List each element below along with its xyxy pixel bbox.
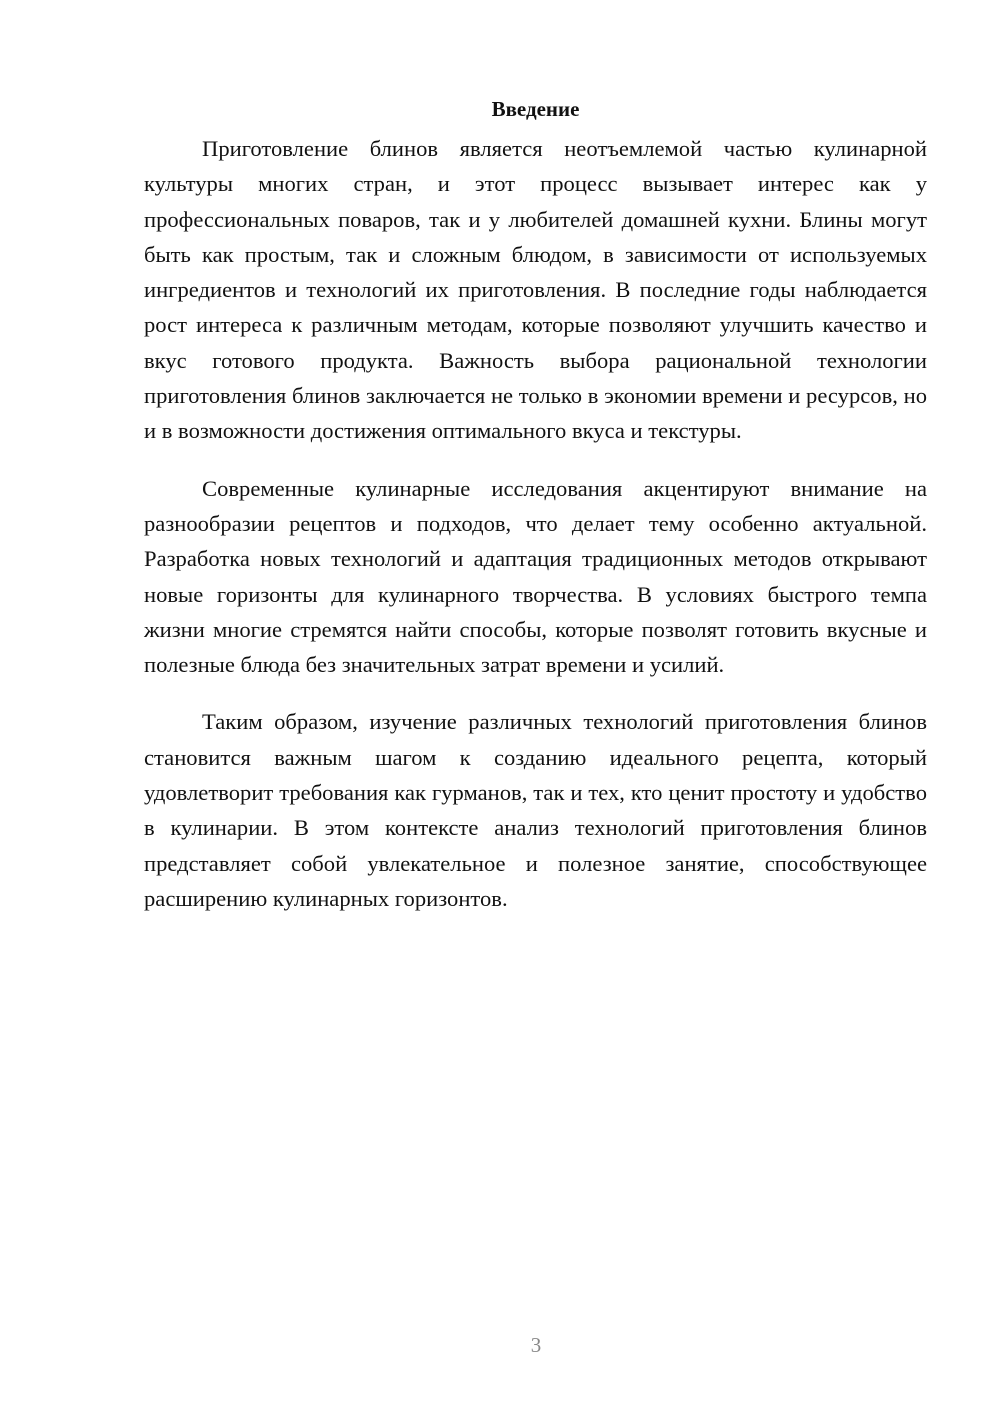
paragraph-3: Таким образом, изучение различных технологий приготовления блинов становится важным шагом к созданию идеального рецепта, который удовлетворит требования как гурманов, так и тех, кто ценит простоту и удобство в кулинарии. В этом контексте анализ технологий приготовления блинов представляет собой увлекательное и полезное занятие, способствующее расширению кулинарных горизонтов.: [144, 709, 927, 911]
paragraph-1: Приготовление блинов является неотъемлемой частью кулинарной культуры многих стран, и этот процесс вызывает интерес как у профессиональных поваров, так и у любителей домашней кухни. Блины могут быть как простым, так и сложным блюдом, в зависимости от используемых ингредиентов и технологий их приготовления. В последние годы наблюдается рост интереса к различным методам, которые позволяют улучшить качество и вкус готового продукта. Важность выбора рациональной технологии приготовления блинов заключается не только в экономии времени и ресурсов, но и в возможности достижения оптимального вкуса и текстуры.: [144, 136, 927, 444]
page-number: 3: [530, 1333, 542, 1357]
section-heading: Введение: [491, 97, 580, 121]
paragraph-2: Современные кулинарные исследования акцентируют внимание на разнообразии рецептов и подходов, что делает тему особенно актуальной. Разработка новых технологий и адаптация традиционных методов открывают новые горизонты для кулинарного творчества. В условиях быстрого темпа жизни многие стремятся найти способы, которые позволят готовить вкусные и полезные блюда без значительных затрат времени и усилий.: [144, 475, 927, 678]
page-content: [144, 92, 927, 938]
